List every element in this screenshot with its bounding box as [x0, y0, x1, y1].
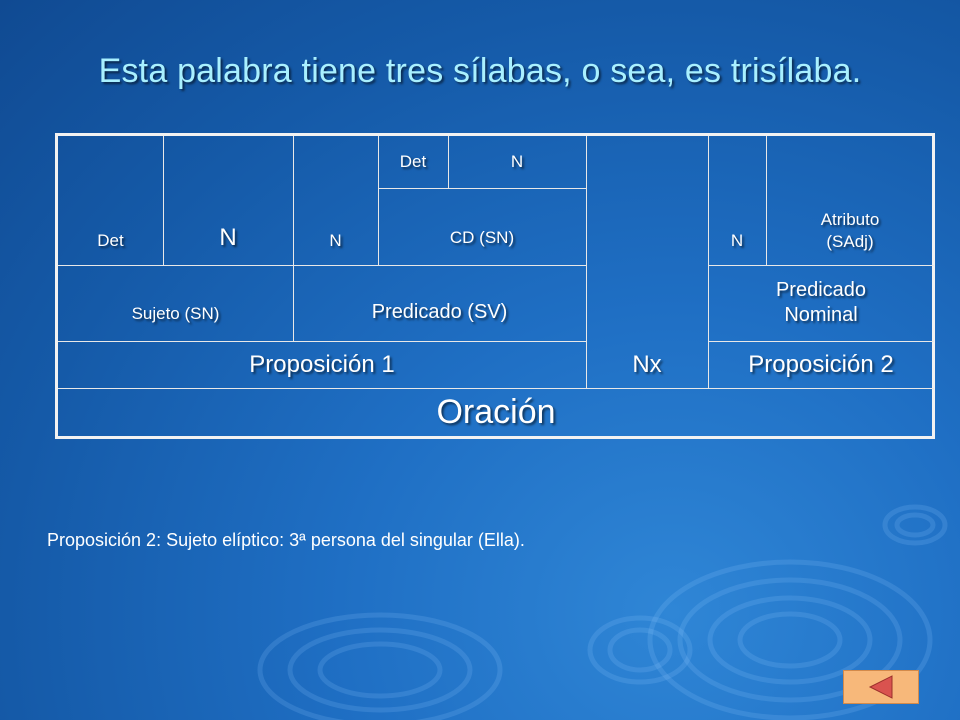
cell-n: N — [730, 230, 744, 250]
syntax-table — [55, 133, 935, 439]
cell-n: N — [329, 230, 342, 250]
cell-n: N — [219, 224, 237, 251]
slide-title: Esta palabra tiene tres sílabas, o sea, es trisílaba. — [98, 52, 862, 90]
atributo-line2: (SAdj) — [826, 231, 874, 251]
cell-proposicion-1: Proposición 1 — [249, 350, 395, 378]
cell-predicado: Predicado (SV) — [371, 301, 508, 323]
atributo-line1: Atributo — [820, 210, 880, 230]
cell-nx: Nx — [632, 350, 662, 378]
predicado-nominal-line1: Predicado — [775, 279, 867, 301]
cell-oracion: Oración — [436, 392, 556, 431]
footnote: Proposición 2: Sujeto elíptico: 3ª persona del singular (Ella). — [47, 530, 525, 550]
cell-det: Det — [97, 230, 124, 250]
cell-cd: CD (SN) — [449, 228, 515, 248]
predicado-nominal-line2: Nominal — [784, 304, 858, 326]
cell-det: Det — [399, 152, 427, 172]
cell-predicado-nominal — [708, 265, 934, 341]
back-button[interactable] — [843, 670, 919, 704]
cell-atributo — [766, 196, 934, 265]
grid-line — [378, 188, 586, 189]
cell-proposicion-2: Proposición 2 — [748, 350, 894, 378]
cell-n: N — [510, 152, 524, 172]
cell-sujeto: Sujeto (SN) — [131, 303, 220, 323]
grid-line — [58, 265, 586, 266]
triangle-left-icon — [866, 674, 896, 700]
